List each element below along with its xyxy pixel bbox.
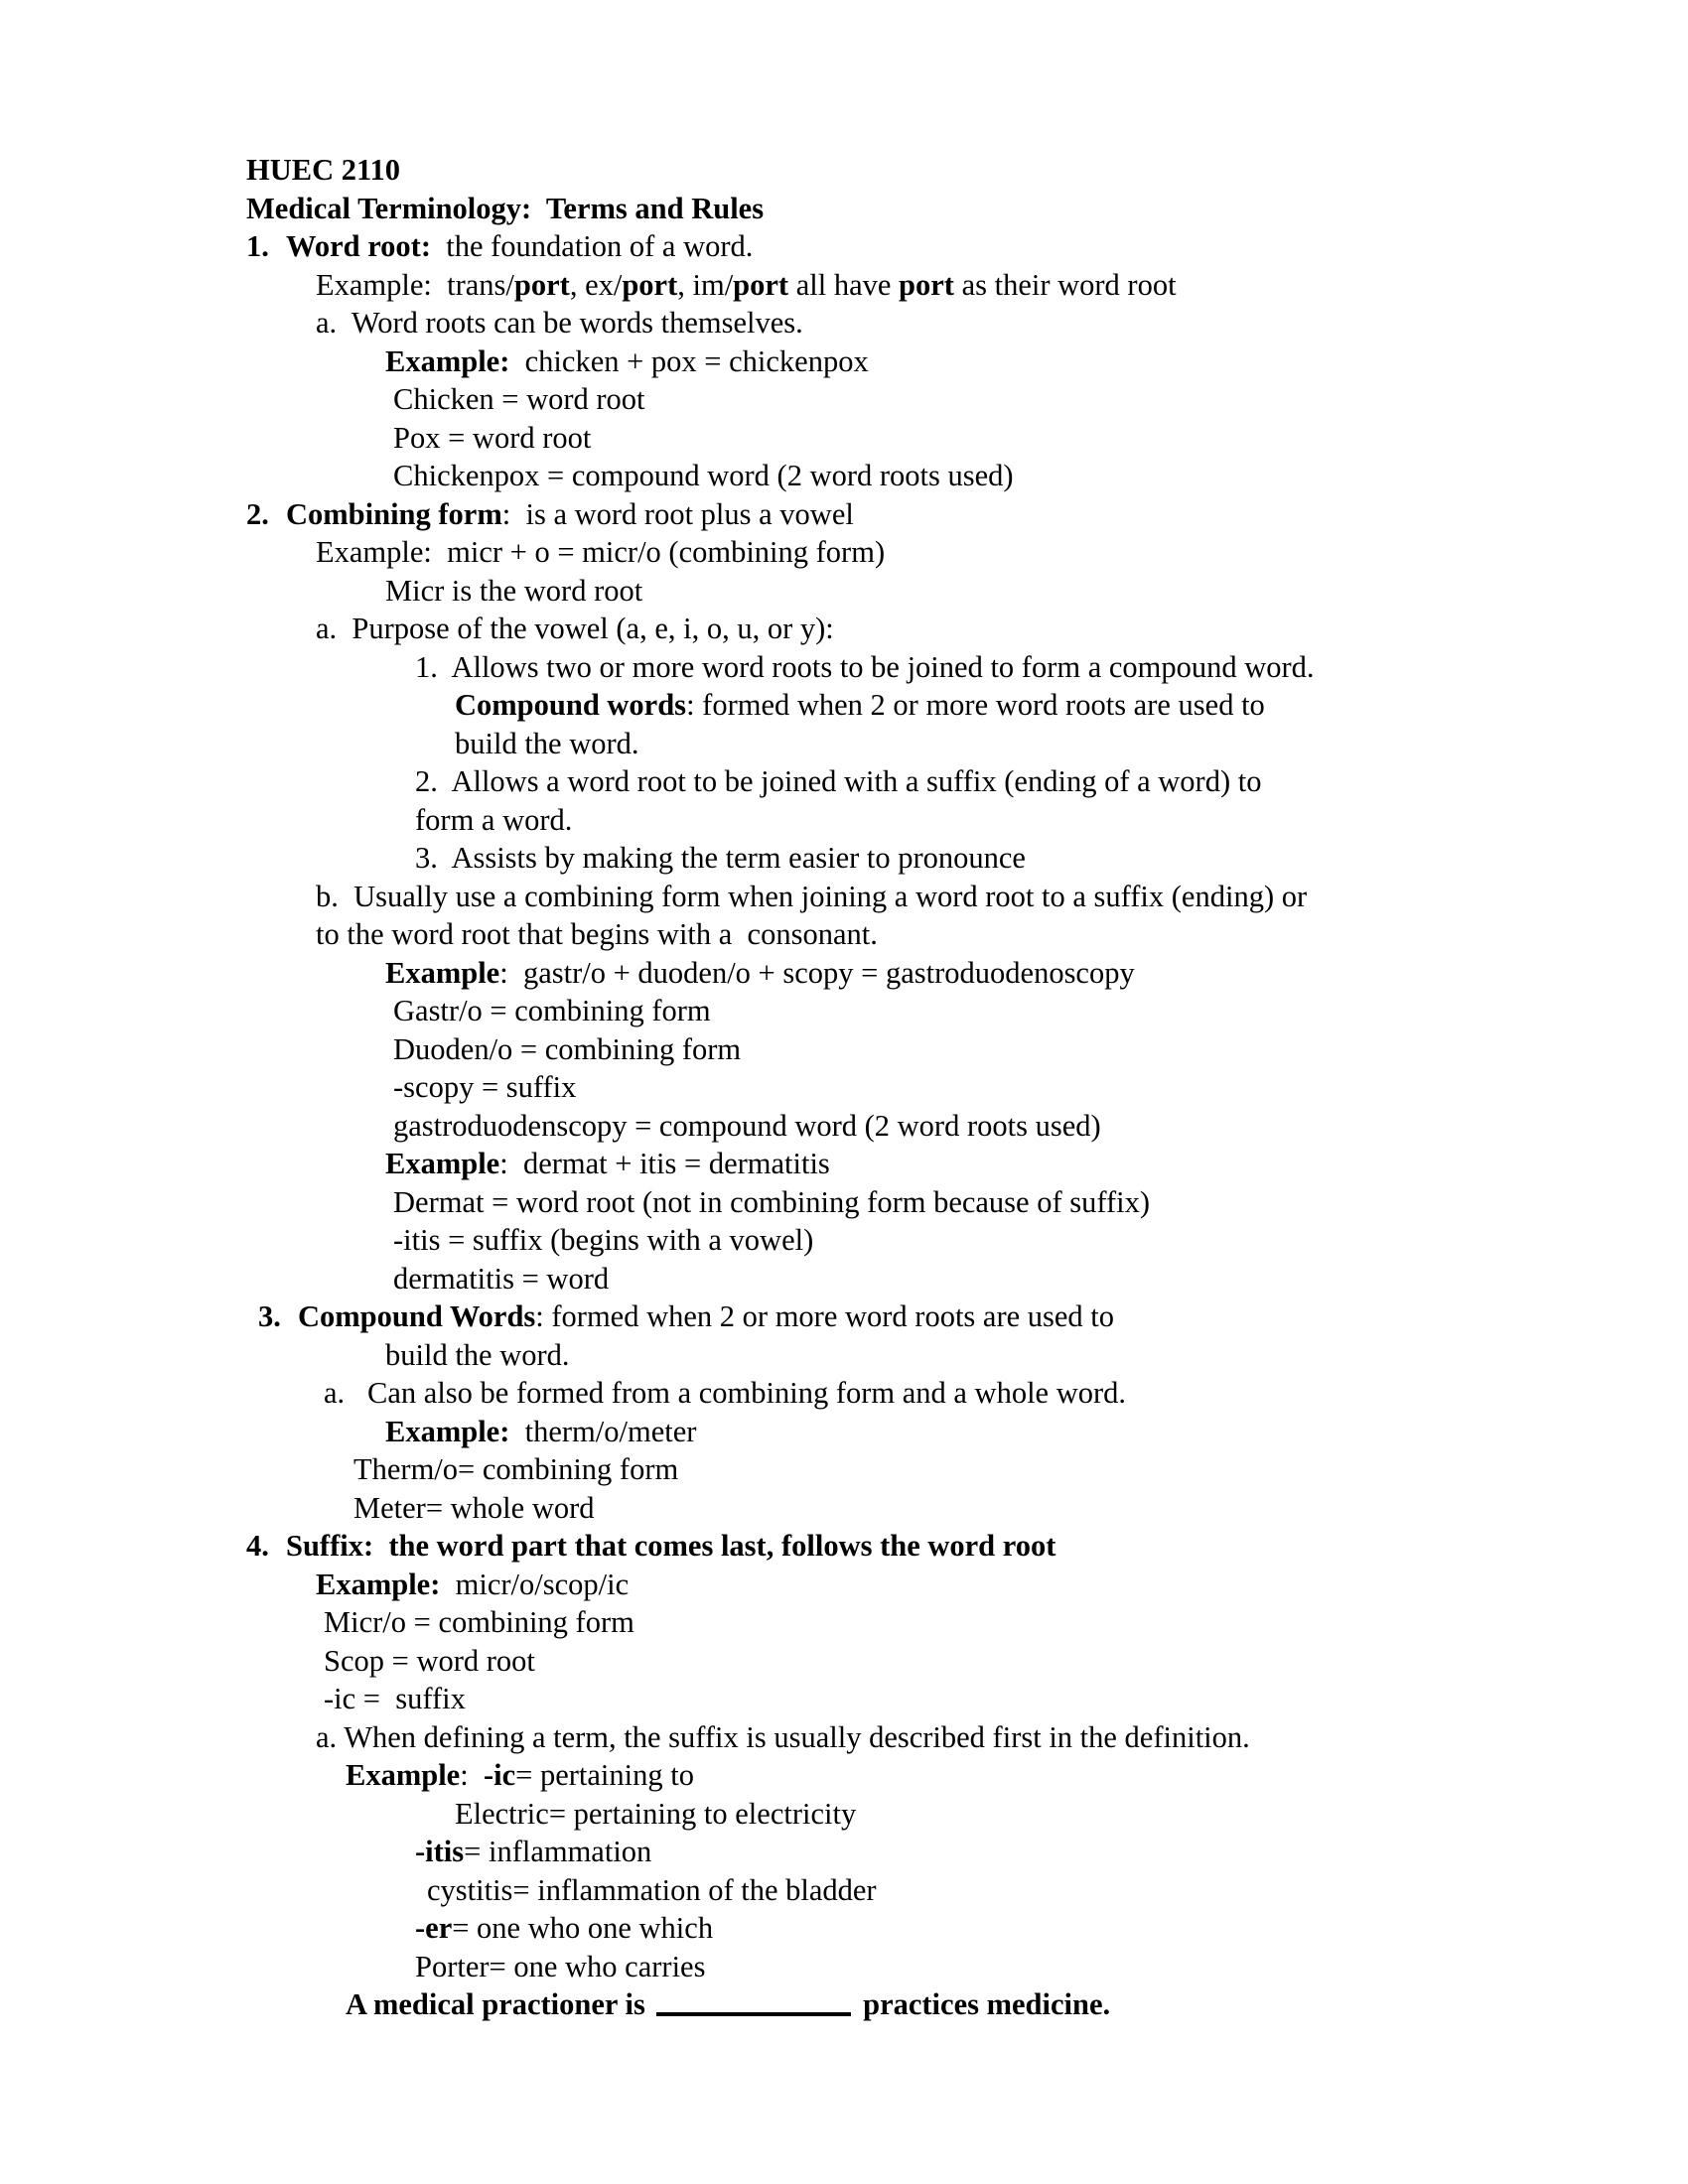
suffix-er-line [415, 1909, 1487, 1948]
compound-words-text: : formed when 2 or more word roots are used to [686, 688, 1265, 722]
section-2-definition: : is a word root plus a vowel [501, 496, 854, 531]
section-1-number: 1. [246, 229, 269, 263]
section-2-term: Combining form [286, 496, 502, 531]
example-sep-3: all have [788, 267, 900, 302]
section-1-term: Word root: [286, 229, 431, 263]
example-tail-1: as their word root [953, 267, 1177, 302]
thermo-combining-form-line: Therm/o= combining form [353, 1452, 679, 1486]
suffix-ic: -ic [483, 1758, 516, 1792]
chickenpox-compound-line: Chickenpox = compound word (2 word roots used) [393, 459, 1014, 492]
section-1-a-example [385, 342, 1487, 381]
document-body [246, 151, 1487, 2024]
example-label-7: Example [346, 1758, 461, 1792]
chicken-root-line: Chicken = word root [393, 382, 645, 416]
example-text-2: chicken + pox = chickenpox [509, 343, 869, 378]
section-2-a-2-cont: form a word. [415, 802, 573, 837]
section-2-a-1: 1. Allows two or more word roots to be joined to form a compound word. [415, 649, 1315, 684]
section-3-item-a: a. Can also be formed from a combining form and a whole word. [324, 1376, 1127, 1410]
compound-words-definition [455, 686, 1487, 725]
example-label-5: Example: [385, 1414, 510, 1448]
example-text-5: therm/o/meter [509, 1414, 697, 1448]
duodeno-combining-form-line: Duoden/o = combining form [393, 1031, 742, 1066]
section-4-heading [246, 1527, 1487, 1566]
course-code: HUEC 2110 [246, 153, 401, 187]
section-3-heading [258, 1297, 1487, 1336]
root-port-1: port [513, 267, 570, 302]
meter-whole-word-line: Meter= whole word [353, 1490, 595, 1525]
section-1-example [316, 266, 1487, 305]
fill-in-prefix: A medical practioner is [346, 1987, 653, 2021]
pox-root-line: Pox = word root [393, 420, 592, 455]
thermometer-example [385, 1413, 1487, 1451]
cystitis-line: cystitis= inflammation of the bladder [427, 1872, 877, 1907]
gastroduodenscopy-compound-line: gastroduodenscopy = compound word (2 word roots used) [393, 1108, 1101, 1143]
section-3-definition: : formed when 2 or more word roots are used to [535, 1299, 1115, 1333]
section-1-item-a: a. Word roots can be words themselves. [316, 306, 803, 340]
itis-suffix-line: -itis = suffix (begins with a vowel) [393, 1223, 814, 1257]
suffix-ic-definition: = pertaining to [515, 1758, 694, 1792]
example-label-2: Example: [385, 343, 510, 378]
porter-line: Porter= one who carries [415, 1949, 706, 1983]
example-text-6: micr/o/scop/ic [440, 1567, 630, 1601]
suffix-itis-definition: = inflammation [464, 1835, 652, 1868]
section-3-term: Compound Words [298, 1299, 536, 1333]
ic-suffix-line: -ic = suffix [324, 1682, 466, 1715]
section-2-example: Example: micr + o = micr/o (combining form) [316, 535, 886, 569]
fill-in-blank-field[interactable] [656, 2012, 851, 2016]
section-2-heading [246, 495, 1487, 534]
example-sep-1: , ex/ [569, 267, 623, 302]
dermat-root-line: Dermat = word root (not in combining form because of suffix) [393, 1184, 1151, 1219]
section-2-item-b: b. Usually use a combining form when joining a word root to a suffix (ending) or [316, 879, 1308, 913]
example-sep-2: , im/ [677, 267, 734, 302]
section-2-a-3: 3. Assists by making the term easier to pronounce [415, 841, 1026, 875]
micro-combining-form-line: Micr/o = combining form [324, 1605, 634, 1639]
scopy-suffix-line: -scopy = suffix [393, 1070, 577, 1104]
example-sep-7: : [460, 1758, 484, 1792]
gastro-combining-form-line: Gastr/o = combining form [393, 994, 711, 1027]
dermatitis-word-line: dermatitis = word [393, 1261, 610, 1296]
root-port-4: port [899, 267, 954, 302]
example-label-3: Example [385, 955, 500, 990]
example-label-4: Example [385, 1147, 500, 1180]
suffix-itis: -itis [415, 1835, 465, 1868]
section-3-heading-cont: build the word. [385, 1337, 570, 1372]
compound-words-definition-cont: build the word. [455, 726, 639, 760]
suffix-er: -er [415, 1911, 453, 1945]
example-label-6: Example: [316, 1567, 441, 1601]
example-text-4: : dermat + itis = dermatitis [499, 1147, 830, 1180]
micr-root-line: Micr is the word root [385, 573, 643, 608]
fill-in-the-blank-question [346, 1985, 1487, 2024]
section-2-item-b-cont: to the word root that begins with a consonant. [316, 917, 878, 951]
section-4-item-a: a. When defining a term, the suffix is usually described first in the definition. [316, 1719, 1250, 1754]
example-label-1: Example: trans/ [316, 267, 514, 302]
example-text-3: : gastr/o + duoden/o + scopy = gastroduodenoscopy [499, 955, 1135, 990]
section-1-definition: the foundation of a word. [431, 229, 754, 263]
section-2-item-a: a. Purpose of the vowel (a, e, i, o, u, or y): [316, 612, 834, 645]
section-1-heading [246, 227, 1487, 266]
fill-in-suffix: practices medicine. [855, 1987, 1111, 2021]
root-port-3: port [733, 267, 789, 302]
suffix-er-definition: = one who one which [452, 1911, 714, 1945]
section-2-number: 2. [246, 496, 269, 531]
document-title: Medical Terminology: Terms and Rules [246, 191, 765, 225]
section-3-number: 3. [258, 1299, 281, 1333]
section-2-a-2: 2. Allows a word root to be joined with a suffix (ending of a word) to [415, 764, 1262, 798]
section-4-term: Suffix: the word part that comes last, follows the word root [286, 1529, 1056, 1563]
gastro-example [385, 954, 1487, 993]
root-port-2: port [622, 267, 678, 302]
suffix-ic-example [346, 1756, 1487, 1795]
section-4-number: 4. [246, 1529, 269, 1563]
compound-words-label: Compound words [455, 688, 687, 722]
dermat-example [385, 1145, 1487, 1183]
section-4-example [316, 1566, 1487, 1604]
electric-line: Electric= pertaining to electricity [455, 1796, 857, 1831]
scop-word-root-line: Scop = word root [324, 1643, 535, 1678]
suffix-itis-line [415, 1833, 1487, 1871]
